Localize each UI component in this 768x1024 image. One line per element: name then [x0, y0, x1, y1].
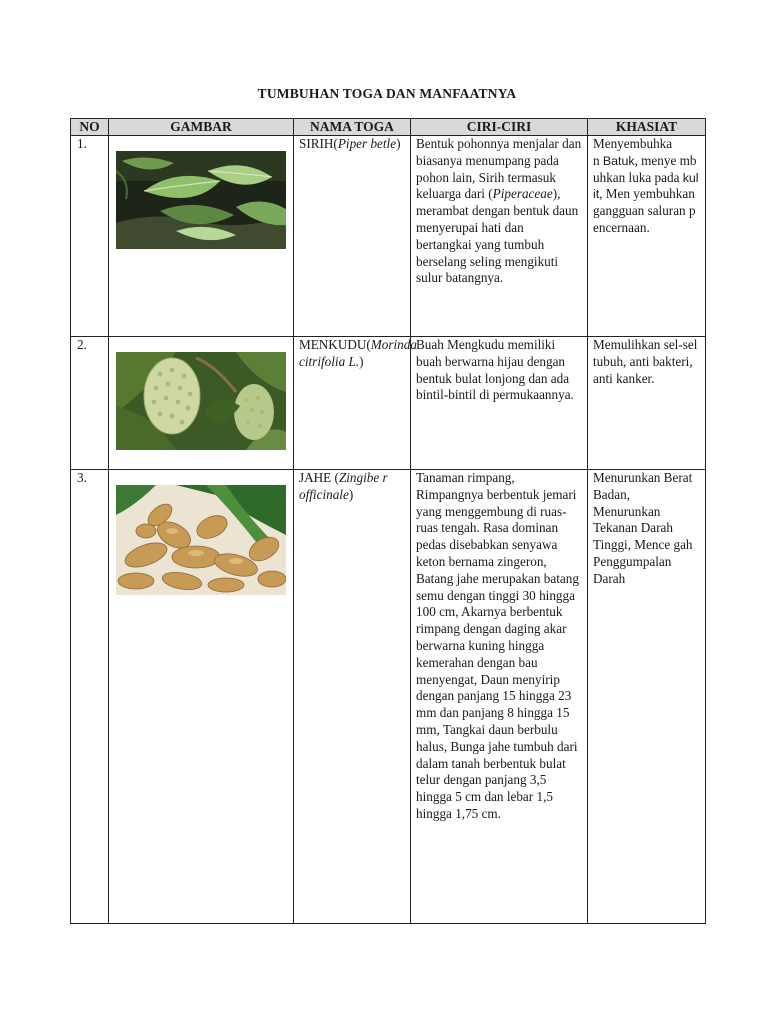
characteristics-text-end: ), merambat dengan bentuk daun menyerupai hati dan bertangkai yang tumbuh berselang seling mengikuti sulur batangnya. [416, 186, 579, 286]
characteristics-latin: Piperaceae [492, 186, 553, 202]
row-number: 3. [71, 470, 109, 924]
toga-table [70, 118, 706, 924]
table-row [71, 337, 706, 470]
image-cell [109, 470, 294, 924]
benefits-cell: Menurunkan Berat Badan, Menurunkan Tekanan Darah Tinggi, Mence gah Penggumpalan Darah [588, 470, 706, 924]
plant-latin-name: Zingibe r officinale [299, 470, 388, 502]
plant-latin-name: Piper betle [337, 136, 397, 151]
plant-name: SIRIH( [299, 136, 338, 151]
header-gambar: GAMBAR [109, 119, 294, 136]
plant-name-close: ) [359, 353, 364, 369]
table-row [71, 136, 706, 337]
characteristics-cell [411, 136, 588, 337]
jahe-ginger-image [116, 485, 286, 595]
benefits-cell: Memulihkan sel-sel tubuh, anti bakteri, anti kanker. [588, 337, 706, 470]
plant-name-close: ) [396, 136, 401, 151]
header-ciri-ciri: CIRI-CIRI [411, 119, 588, 136]
header-no: NO [71, 119, 109, 136]
sirih-leaf-image [116, 151, 286, 249]
plant-name-cell [294, 136, 411, 337]
plant-name: JAHE ( [299, 470, 339, 485]
row-number: 1. [71, 136, 109, 337]
characteristics-text: Bentuk pohonnya menjalar dan biasanya menumpang pada pohon lain, Sirih termasuk keluarga dari ( [416, 136, 582, 202]
benefits-text-part: , Men yembuhkan gangguan saluran pencernaan. [593, 186, 696, 235]
plant-name-close: ) [348, 486, 354, 502]
table-header-row [71, 119, 706, 136]
mengkudu-fruit-image [116, 352, 286, 450]
benefits-cell [588, 136, 706, 337]
header-khasiat: KHASIAT [588, 119, 706, 136]
page-title: TUMBUHAN TOGA DAN MANFAATNYA [257, 86, 517, 101]
benefits-keyword: kulit [593, 170, 699, 202]
characteristics-cell: Tanaman rimpang, Rimpangnya berbentuk jemari yang menggembung di ruas-ruas tengah. Rasa dominan pedas disebabkan senyawa keton bernama zingeron, Batang jahe merupakan batang semu dengan tinggi 30 hingga 100 cm, Akarnya berbentuk rimpang dengan daging akar berwarna kuning hingga kemerahan dengan bau menyengat, Daun menyirip dengan panjang 15 hingga 23 mm dan panjang 8 hingga 15 mm, Tangkai daun berbulu halus, Bunga jahe tumbuh dari dalam tanah berbentuk bulat telur dengan panjang 3,5 hingga 5 cm dan lebar 1,5 hingga 1,75 cm. [411, 470, 588, 924]
header-nama-toga: NAMA TOGA [294, 119, 411, 136]
plant-name-cell [294, 337, 417, 470]
benefits-text: Menyembuhka [593, 136, 673, 151]
row-number: 2. [71, 337, 109, 470]
plant-name-cell [294, 470, 411, 924]
image-cell [109, 136, 294, 337]
table-row [71, 470, 706, 924]
benefits-keyword: Batuk [602, 153, 635, 168]
benefits-text-part: n [593, 152, 603, 168]
benefits-text-part: , menye mbuhkan luka pada [593, 152, 697, 185]
plant-latin-name: Morinda citrifolia L. [299, 337, 417, 369]
plant-name: MENKUDU( [299, 337, 371, 352]
image-cell [109, 337, 294, 470]
characteristics-cell: Buah Mengkudu memiliki buah berwarna hijau dengan bentuk bulat lonjong dan ada bintil-bintil di permukaannya. [411, 337, 588, 470]
